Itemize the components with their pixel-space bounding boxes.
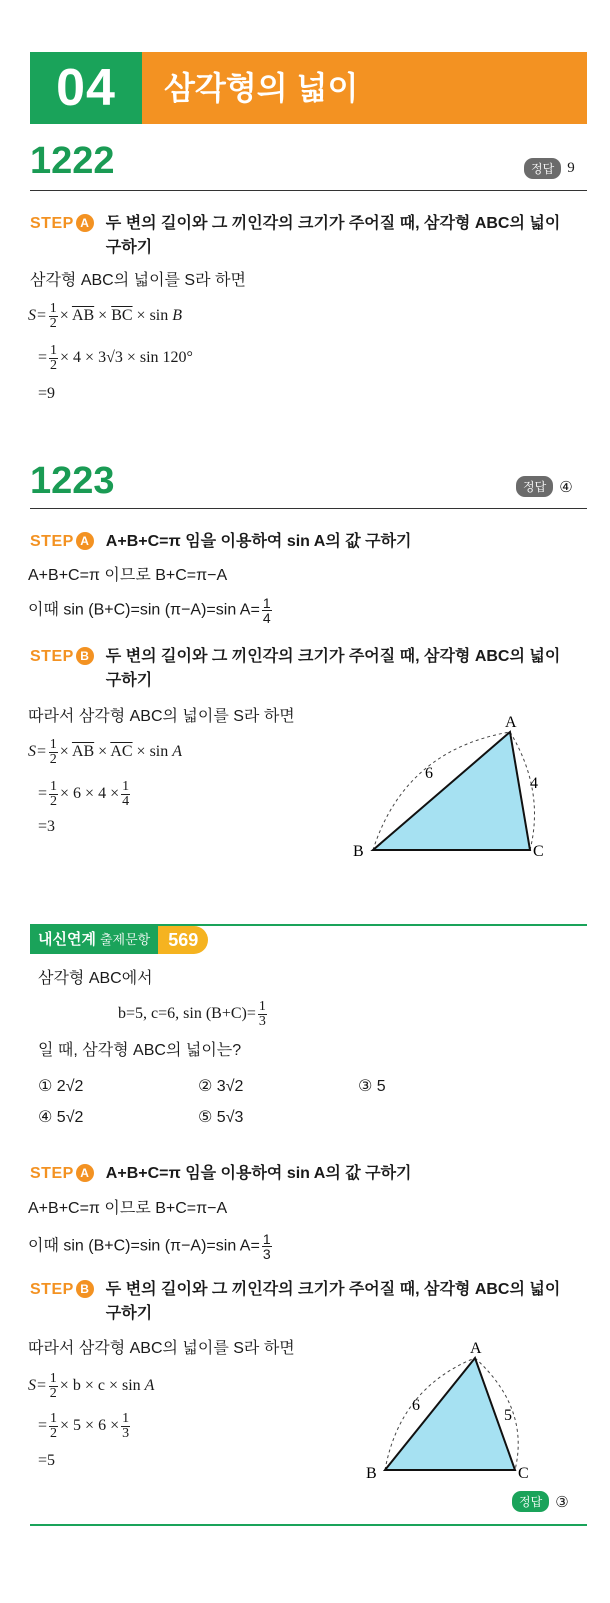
step-letter: A bbox=[76, 214, 94, 232]
step-letter: B bbox=[76, 647, 94, 665]
frac-den: 2 bbox=[50, 1426, 58, 1441]
naesin-number: 569 bbox=[158, 926, 208, 954]
formula-line bbox=[28, 1372, 154, 1401]
formula-rhs: × 4 × 3√3 × sin 120° bbox=[60, 349, 193, 367]
vertex-c-label: C bbox=[518, 1465, 529, 1482]
solution-text: 이때 sin (B+C)=sin (π−A)=sin A= bbox=[28, 1237, 260, 1255]
solution-line: 따라서 삼각형 ABC의 넓이를 S라 하면 bbox=[28, 708, 295, 725]
problem-number-1223: 1223 bbox=[30, 460, 115, 502]
choice-4: ④ 5√2 bbox=[38, 1109, 84, 1126]
choice-3: ③ 5 bbox=[358, 1078, 386, 1095]
solution-line: A+B+C=π 이므로 B+C=π−A bbox=[28, 567, 228, 584]
frac-den: 2 bbox=[50, 358, 58, 373]
formula-rhs: × 6 × 4 × bbox=[60, 785, 120, 803]
formula-line bbox=[38, 780, 132, 809]
formula-rhs: × $\overline{AB} \times \overline{BC} \times \sin B$ bbox=[59, 307, 183, 325]
formula-lhs: S= bbox=[28, 307, 47, 325]
frac-den: 2 bbox=[49, 316, 57, 331]
divider bbox=[30, 508, 587, 509]
condition-text: b=5, c=6, sin (B+C)= bbox=[118, 1005, 256, 1023]
step-text-2: 구하기 bbox=[105, 239, 153, 256]
triangle-diagram-569 bbox=[360, 1338, 550, 1488]
frac-den: 4 bbox=[262, 610, 271, 626]
frac-den: 2 bbox=[50, 794, 58, 809]
answer-569 bbox=[512, 1491, 569, 1512]
step-text: 두 변의 길이와 그 끼인각의 크기가 주어질 때, 삼각형 ABC의 넓이 bbox=[105, 1281, 561, 1298]
frac-num: 1 bbox=[122, 1411, 130, 1426]
answer-value: ③ bbox=[555, 1493, 569, 1511]
vertex-c-label: C bbox=[533, 843, 544, 860]
step-text: A+B+C=π 임을 이용하여 sin A의 값 구하기 bbox=[105, 1165, 412, 1182]
formula-rhs: × 5 × 6 × bbox=[60, 1417, 120, 1435]
frac-den: 2 bbox=[49, 1386, 57, 1401]
formula-line bbox=[38, 1412, 132, 1441]
choice-1: ① 2√2 bbox=[38, 1078, 84, 1095]
formula-line bbox=[28, 302, 182, 331]
formula-line bbox=[28, 738, 182, 767]
side-ab-label: 6 bbox=[412, 1397, 420, 1414]
step-a-569 bbox=[30, 1162, 585, 1186]
side-ac-label: 5 bbox=[504, 1407, 512, 1424]
naesin-sub: 출제문항 bbox=[99, 932, 151, 947]
step-letter: B bbox=[76, 1280, 94, 1298]
step-label: STEP bbox=[30, 215, 74, 232]
section-number: 04 bbox=[30, 52, 142, 124]
frac-den: 2 bbox=[49, 752, 57, 767]
step-a-1222 bbox=[30, 212, 585, 260]
question-line: 삼각형 ABC에서 bbox=[38, 970, 153, 987]
step-letter: A bbox=[76, 532, 94, 550]
step-label: STEP bbox=[30, 648, 74, 665]
answer-value: 9 bbox=[567, 160, 575, 176]
frac-num: 1 bbox=[50, 1411, 58, 1426]
solution-line: 삼각형 ABC의 넓이를 S라 하면 bbox=[30, 272, 246, 289]
formula-lhs: S= bbox=[28, 1377, 47, 1395]
formula-result: =3 bbox=[38, 818, 56, 835]
choice-2: ② 3√2 bbox=[198, 1078, 244, 1095]
frac-num: 1 bbox=[49, 1371, 57, 1386]
step-b-1223 bbox=[30, 645, 585, 693]
step-text: 두 변의 길이와 그 끼인각의 크기가 주어질 때, 삼각형 ABC의 넓이 bbox=[105, 648, 561, 665]
naesin-tag bbox=[30, 926, 208, 954]
divider bbox=[30, 190, 587, 191]
frac-num: 1 bbox=[262, 595, 271, 611]
vertex-b-label: B bbox=[353, 843, 364, 860]
step-a-1223 bbox=[30, 530, 585, 554]
solution-line bbox=[28, 1232, 274, 1261]
problem-number-1222: 1222 bbox=[30, 140, 115, 182]
frac-den: 3 bbox=[122, 1426, 130, 1441]
question-line: 일 때, 삼각형 ABC의 넓이는? bbox=[38, 1042, 242, 1059]
triangle-shape bbox=[373, 732, 530, 850]
solution-line: A+B+C=π 이므로 B+C=π−A bbox=[28, 1200, 228, 1217]
answer-badge: 정답 bbox=[512, 1491, 549, 1512]
vertex-b-label: B bbox=[366, 1465, 377, 1482]
frac-den: 3 bbox=[258, 1014, 266, 1029]
frac-num: 1 bbox=[50, 343, 58, 358]
frac-den: 4 bbox=[122, 794, 130, 809]
formula-eq: = bbox=[38, 349, 48, 367]
step-letter: A bbox=[76, 1164, 94, 1182]
triangle-diagram-1223 bbox=[345, 710, 565, 865]
answer-1222 bbox=[524, 158, 575, 179]
step-label: STEP bbox=[30, 1165, 74, 1182]
formula-eq: = bbox=[38, 1417, 48, 1435]
formula-result: =5 bbox=[38, 1452, 56, 1469]
frac-num: 1 bbox=[122, 779, 130, 794]
frac-num: 1 bbox=[258, 999, 266, 1014]
solution-text: 이때 sin (B+C)=sin (π−A)=sin A= bbox=[28, 601, 260, 619]
answer-badge: 정답 bbox=[524, 158, 561, 179]
formula-line bbox=[38, 344, 193, 373]
solution-line bbox=[28, 596, 274, 625]
choice-5: ⑤ 5√3 bbox=[198, 1109, 244, 1126]
question-condition bbox=[118, 1000, 269, 1029]
naesin-label: 내신연계 bbox=[38, 931, 96, 948]
answer-value: ④ bbox=[559, 478, 573, 496]
answer-1223 bbox=[516, 476, 573, 497]
frac-den: 3 bbox=[262, 1246, 271, 1262]
step-b-569 bbox=[30, 1278, 585, 1326]
step-text: 두 변의 길이와 그 끼인각의 크기가 주어질 때, 삼각형 ABC의 넓이 bbox=[105, 215, 561, 232]
formula-rhs: × b × c × sin A bbox=[59, 1377, 155, 1395]
naesin-bottom-rule bbox=[30, 1524, 587, 1526]
frac-num: 1 bbox=[49, 301, 57, 316]
answer-badge: 정답 bbox=[516, 476, 553, 497]
frac-num: 1 bbox=[49, 737, 57, 752]
frac-num: 1 bbox=[262, 1231, 271, 1247]
formula-eq: = bbox=[38, 785, 48, 803]
side-ab-label: 6 bbox=[425, 765, 433, 782]
step-label: STEP bbox=[30, 533, 74, 550]
side-ac-label: 4 bbox=[530, 775, 538, 792]
step-text-2: 구하기 bbox=[105, 1305, 153, 1322]
solution-line: 따라서 삼각형 ABC의 넓이를 S라 하면 bbox=[28, 1340, 295, 1357]
step-text-2: 구하기 bbox=[105, 672, 153, 689]
step-text: A+B+C=π 임을 이용하여 sin A의 값 구하기 bbox=[105, 533, 412, 550]
formula-result: =9 bbox=[38, 385, 56, 402]
section-banner bbox=[30, 52, 587, 124]
triangle-shape bbox=[385, 1358, 515, 1470]
section-title: 삼각형의 넓이 bbox=[142, 52, 587, 124]
vertex-a-label: A bbox=[505, 714, 517, 731]
vertex-a-label: A bbox=[470, 1340, 482, 1357]
formula-lhs: S= bbox=[28, 743, 47, 761]
formula-rhs: × $\overline{AB} \times \overline{AC} \times \sin A$ bbox=[59, 743, 183, 761]
step-label: STEP bbox=[30, 1281, 74, 1298]
frac-num: 1 bbox=[50, 779, 58, 794]
